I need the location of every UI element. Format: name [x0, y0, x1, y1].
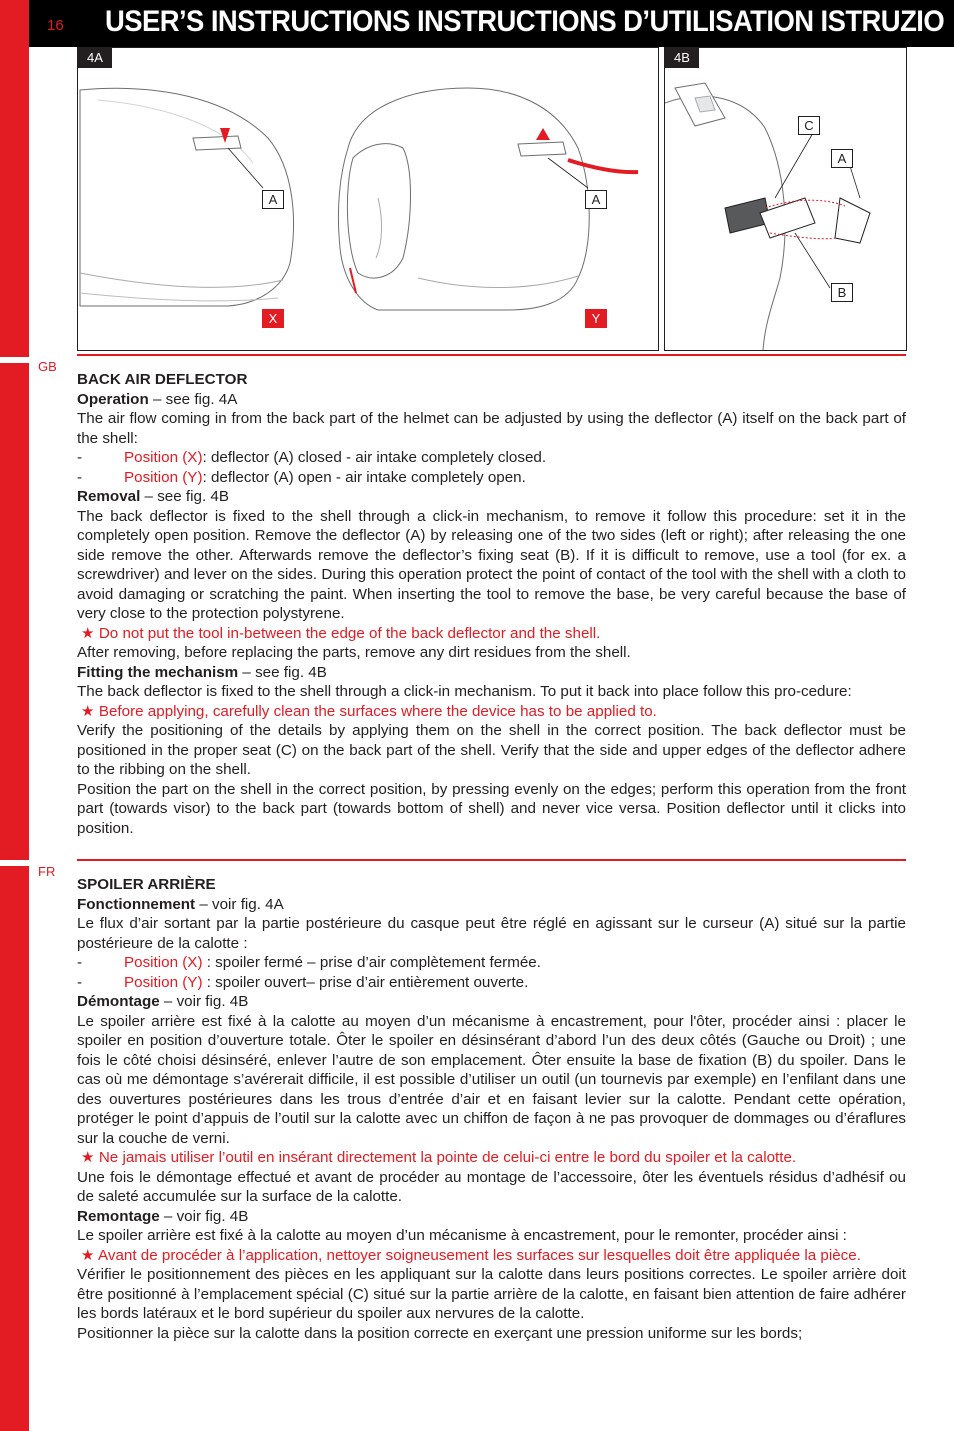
label-a-right: A: [585, 190, 607, 209]
list-item-text: : spoiler ouvert– prise d’air entièrement ouverte.: [202, 973, 529, 991]
figure-reference: – voir fig. 4B: [159, 1207, 249, 1225]
page-header: [29, 0, 954, 47]
warning-note: ★ Do not put the tool in-between the edge of the back deflector and the shell.: [81, 624, 601, 642]
figure-reference: – voir fig. 4A: [195, 895, 284, 913]
sidebar-divider: [0, 860, 29, 866]
list-item-text: : deflector (A) open - air intake completely open.: [202, 468, 526, 486]
page-title: USER’S INSTRUCTIONS INSTRUCTIONS D’UTILISATION ISTRUZIO: [105, 5, 945, 38]
language-tag-fr: FR: [38, 864, 56, 879]
subheading-fitting: Fitting the mechanism: [77, 663, 239, 681]
position-y-text: Position (Y): [124, 468, 203, 486]
paragraph: The back deflector is fixed to the shell through a click-in mechanism, to remove it follow this procedure: set it in the completely open position. Remove the deflector (A) by releasing one of the two sides (left or right); after releasing the one side remove the other. Afterwards remove the deflector’s fixing seat (B). If it is difficult to remove, use a tool (for ex. a screwdriver) and lever on the sides. During this operation protect the point of contact of the tool with the shell with a cloth to avoid damaging or scratching the paint. When inserting the tool to remove the base, be very careful because the base of very close to the protection polystyrene.: [77, 507, 906, 622]
paragraph: The air flow coming in from the back part of the helmet can be adjusted by using the deflector (A) itself on the back part of the shell:: [77, 410, 906, 447]
position-x-text: Position (X): [124, 954, 203, 971]
warning-note: ★ Before applying, carefully clean the surfaces where the device has to be applied to.: [81, 702, 657, 720]
label-a: A: [831, 149, 853, 168]
warning-note: ★ Ne jamais utiliser l’outil en insérant directement la pointe de celui-ci entre le bord du spoiler et la calotte.: [81, 1149, 797, 1166]
position-x-text: Position (X): [124, 449, 203, 466]
section-gb: [77, 370, 906, 838]
position-y-label: Y: [585, 309, 607, 328]
section-divider: [77, 859, 906, 861]
list-item: - Position (X) : spoiler fermé – prise d’air complètement fermée.: [77, 954, 541, 971]
paragraph: Le spoiler arrière est fixé à la calotte au moyen d’un mécanisme à encastrement, pour le remonter, procéder ainsi :: [77, 1227, 847, 1244]
list-item-text: : deflector (A) closed - air intake completely closed.: [202, 449, 547, 466]
language-tag-gb: GB: [38, 359, 57, 374]
warning-note: ★ Avant de procéder à l’application, nettoyer soigneusement les surfaces sur lesquelles doit être appliquée la pièce.: [81, 1246, 861, 1264]
section-fr: [77, 875, 906, 1343]
figure-4b: [664, 47, 907, 351]
position-x-label: X: [262, 309, 284, 328]
red-sidebar: [0, 0, 29, 1431]
paragraph: Position the part on the shell in the correct position, by pressing evenly on the edges; perform this operation from the front part (towards visor) to the back part (towards bottom of shell) and never vice versa. Position deflector until it clicks into position.: [77, 780, 906, 837]
list-item-text: : spoiler fermé – prise d’air complètement fermée.: [202, 954, 541, 971]
label-a-left: A: [262, 190, 284, 209]
paragraph: Le flux d’air sortant par la partie postérieure du casque peut être réglé en agissant sur le curseur (A) situé sur la partie postérieure de la calotte :: [77, 915, 906, 952]
figure-tab: 4A: [78, 48, 112, 68]
paragraph: The back deflector is fixed to the shell through a click-in mechanism. To put it back into place follow this pro-cedure:: [77, 683, 852, 700]
helmet-illustration-4a: [78, 48, 658, 350]
deflector-exploded-illustration: [665, 48, 906, 350]
subheading-fitting: Remontage: [77, 1207, 160, 1225]
paragraph: Positionner la pièce sur la calotte dans la position correcte en exerçant une pression uniforme sur les bords;: [77, 1324, 803, 1342]
paragraph: Une fois le démontage effectué et avant de procéder au montage de l’accessoire, ôter les éventuels résidus d’adhésif ou de saleté accumulée sur la surface de la calotte.: [77, 1168, 906, 1205]
subheading-operation: Fonctionnement: [77, 895, 196, 913]
figure-reference: – voir fig. 4B: [159, 993, 249, 1010]
label-c: C: [798, 116, 820, 135]
list-item: - Position (Y): deflector (A) open - air intake completely open.: [77, 468, 526, 486]
figure-4a: [77, 47, 659, 351]
figure-reference: – see fig. 4B: [238, 663, 327, 681]
sidebar-divider: [0, 357, 29, 363]
label-b: B: [831, 283, 853, 302]
page-number: 16: [47, 17, 64, 34]
subheading-removal: Démontage: [77, 993, 160, 1010]
subheading-removal: Removal: [77, 488, 141, 505]
paragraph: Vérifier le positionnement des pièces en les appliquant sur la calotte dans leurs positions correctes. Le spoiler arrière doit être positionné à l’emplacement spécial (C) situé sur la partie arrière de la calotte, en faisant bien attention de faire adhérer les bords latéraux et le bord supérieur du spoiler aux nervures de la calotte.: [77, 1266, 906, 1322]
figure-tab: 4B: [665, 48, 699, 68]
paragraph: After removing, before replacing the parts, remove any dirt residues from the shell.: [77, 644, 631, 661]
section-title: BACK AIR DEFLECTOR: [77, 371, 248, 388]
subheading-operation: Operation: [77, 390, 149, 408]
paragraph: Verify the positioning of the details by applying them on the shell in the correct position. The back deflector must be positioned in the proper seat (C) on the back part of the shell. Verify that the side and upper edges of the deflector adhere to the ribbing on the shell.: [77, 722, 906, 778]
figure-reference: – see fig. 4A: [148, 390, 238, 408]
section-title: SPOILER ARRIÈRE: [77, 876, 216, 893]
figure-reference: – see fig. 4B: [140, 488, 229, 505]
list-item: - Position (Y) : spoiler ouvert– prise d’air entièrement ouverte.: [77, 973, 529, 991]
paragraph: Le spoiler arrière est fixé à la calotte au moyen d’un mécanisme à encastrement, pour l'ôter, procéder ainsi : placer le spoiler en position d’ouverture totale. Ôter le spoiler en désinsérant d’abord l’un des deux côtés (Gauche ou Droit) ; une fois le côté choisi désinséré, enlever l’autre de son emplacement. Ôter ensuite la base de fixation (B) du spoiler. Dans le cas où me démontage s’avérerait difficile, il est possible d’utiliser un outil (un tournevis par exemple) en l’enfilant dans une des ouvertures postérieures dans les trous d’entrée d’air et en faisant levier sur la calotte. Pendant cette opération, protéger le point d’appuis de l’outil sur la calotte avec un chiffon de façon à ne pas provoquer de dommages ou d’éraflures sur la couche de verni.: [77, 1012, 906, 1147]
section-divider: [77, 354, 906, 356]
position-y-text: Position (Y): [124, 973, 203, 991]
list-item: - Position (X): deflector (A) closed - air intake completely closed.: [77, 449, 547, 466]
